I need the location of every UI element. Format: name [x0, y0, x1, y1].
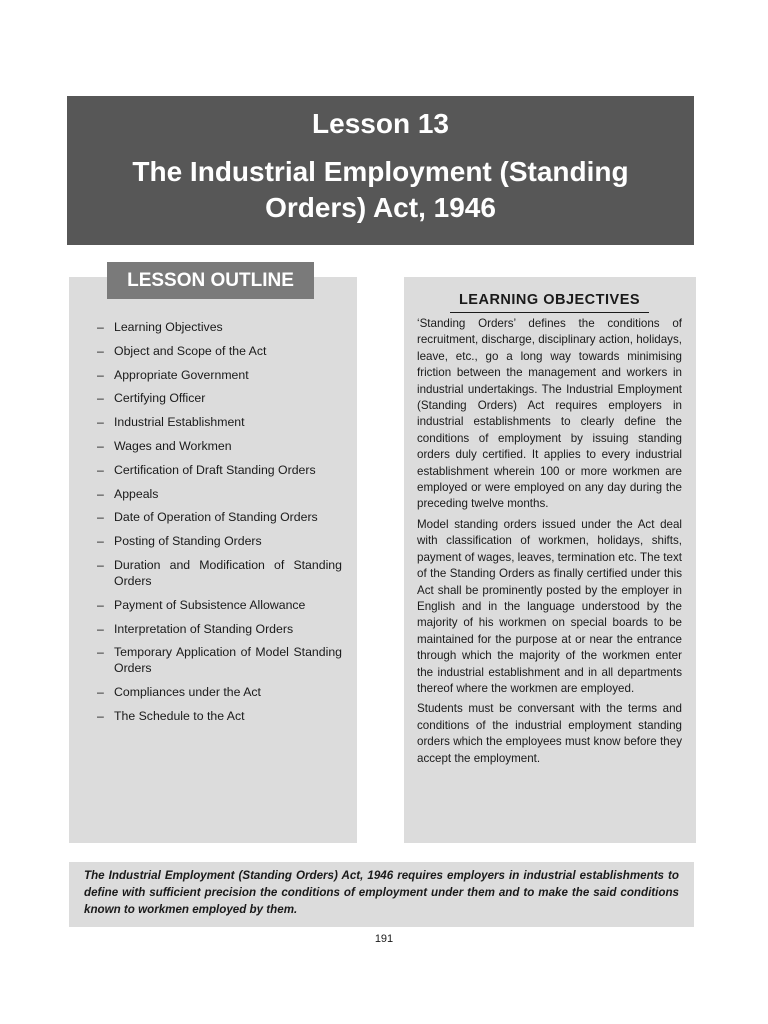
list-item	[97, 684, 342, 700]
outline-item-label: The Schedule to the Act	[114, 708, 245, 723]
objectives-paragraph: ‘Standing Orders’ defines the conditions of recruitment, discharge, disciplinary action, holidays, leave, etc., go a long way towards minimising friction between the management and workers in industrial undertakings. The Industrial Employment (Standing Orders) Act requires employers in industrial establishments to clearly define the conditions of employment by issuing standing orders duly certified. It applies to every industrial establishment wherein 100 or more workmen are employed or were employed on any day during the preceding twelve months.	[417, 317, 682, 511]
lesson-number: Lesson 13	[312, 108, 449, 139]
list-item	[97, 621, 342, 637]
dash-bullet: –	[97, 367, 104, 382]
list-item	[97, 533, 342, 549]
dash-bullet: –	[97, 343, 104, 358]
list-item	[97, 319, 342, 335]
outline-item-label: Date of Operation of Standing Orders	[114, 510, 318, 525]
lesson-outline-heading: LESSON OUTLINE	[107, 262, 314, 299]
dash-bullet: –	[97, 320, 104, 334]
outline-item-label: Temporary Application of Model Standing Orders	[114, 645, 342, 676]
lesson-header	[67, 96, 694, 245]
dash-bullet: –	[97, 438, 104, 453]
outline-item-label: Industrial Establishment	[114, 415, 245, 430]
outline-item-label: Learning Objectives	[114, 320, 223, 334]
outline-item-label: Certification of Draft Standing Orders	[114, 462, 316, 477]
objectives-paragraph: Students must be conversant with the terms and conditions of the industrial employment standing orders which the employees must know before they accept the employment.	[417, 702, 682, 765]
outline-item-label: Payment of Subsistence Allowance	[114, 597, 306, 612]
learning-objectives-body	[417, 316, 682, 771]
outline-item-label: Duration and Modification of Standing Orders	[114, 557, 342, 588]
dash-bullet: –	[97, 597, 104, 612]
list-item	[97, 557, 342, 589]
dash-bullet: –	[97, 557, 104, 572]
dash-bullet: –	[97, 462, 104, 477]
list-item	[97, 597, 342, 613]
dash-bullet: –	[97, 621, 104, 636]
list-item	[97, 438, 342, 454]
list-item	[97, 486, 342, 502]
list-item	[97, 343, 342, 359]
outline-item-label: Certifying Officer	[114, 391, 206, 406]
dash-bullet: –	[97, 415, 104, 430]
list-item	[97, 414, 342, 430]
dash-bullet: –	[97, 534, 104, 549]
page-number: 191	[374, 933, 394, 945]
list-item	[97, 644, 342, 676]
objectives-paragraph: Model standing orders issued under the Act deal with classification of workmen, holidays, shifts, payment of wages, leaves, termination etc. The text of the Standing Orders as finally certified under this Act shall be prominently posted by the employer in English and in the language understood by the majority of his workmen on special boards to be maintained for the purpose at or near the entrance through which the majority of the workmen enter the industrial establishment and in all departments thereof where the workmen are employed.	[417, 517, 682, 695]
outline-item-label: Interpretation of Standing Orders	[114, 621, 294, 636]
list-item	[97, 462, 342, 478]
outline-item-label: Wages and Workmen	[114, 438, 232, 453]
outline-item-label: Appeals	[114, 486, 159, 501]
list-item	[97, 390, 342, 406]
dash-bullet: –	[97, 510, 104, 525]
list-item	[97, 509, 342, 525]
dash-bullet: –	[97, 685, 104, 700]
outline-item-label: Appropriate Government	[114, 367, 249, 382]
dash-bullet: –	[97, 486, 104, 501]
outline-item-label: Posting of Standing Orders	[114, 534, 262, 549]
list-item	[97, 367, 342, 383]
summary-box: The Industrial Employment (Standing Orders) Act, 1946 requires employers in industrial establishments to define with sufficient precision the conditions of employment under them and to make the said conditions known to workmen employed by them.	[69, 862, 694, 927]
lesson-title: The Industrial Employment (Standing Orders) Act, 1946	[132, 156, 629, 223]
learning-objectives-heading: LEARNING OBJECTIVES	[450, 290, 649, 313]
outline-item-label: Compliances under the Act	[114, 685, 261, 700]
outline-item-label: Object and Scope of the Act	[114, 343, 267, 358]
dash-bullet: –	[97, 708, 104, 723]
lesson-outline-list	[97, 319, 342, 732]
dash-bullet: –	[97, 391, 104, 406]
list-item	[97, 708, 342, 724]
dash-bullet: –	[97, 645, 104, 660]
